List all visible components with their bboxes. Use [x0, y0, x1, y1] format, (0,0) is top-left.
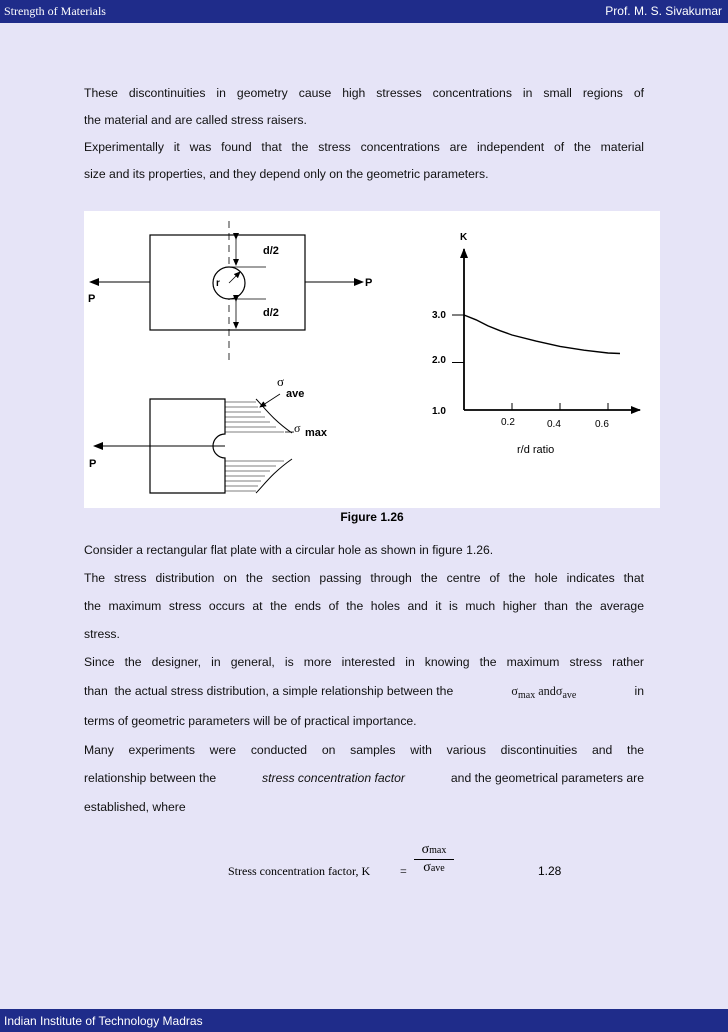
load-left-label: P	[88, 293, 96, 305]
sigma-symbol: σ	[555, 684, 563, 698]
equation-label: Stress concentration factor, K	[228, 864, 371, 878]
page-header	[0, 0, 728, 23]
paragraph-line: Experimentally it was found that the stress concentrations are independent of the material	[84, 140, 644, 154]
math-and: and	[535, 684, 556, 698]
text-segment: in	[634, 684, 644, 698]
sigma-ave-sub: ave	[286, 388, 305, 400]
figure-drawing	[84, 211, 660, 508]
y-tick-label: 1.0	[432, 406, 446, 417]
sigma-ave-leader	[260, 394, 280, 407]
author-name: Prof. M. S. Sivakumar	[605, 4, 722, 18]
text-segment: relationship between the	[84, 771, 220, 785]
text-segment: than the actual stress distribution, a simple relationship between the	[84, 684, 454, 698]
paragraph-line: These discontinuities in geometry cause high stresses concentrations in small regions of	[84, 86, 644, 100]
paragraph-line: The stress distribution on the section passing through the centre of the hole indicates that	[84, 571, 644, 585]
inline-math	[511, 683, 576, 701]
sigma-symbol: σ	[423, 860, 431, 875]
y-axis-label: K	[460, 232, 468, 243]
paragraph-line	[84, 770, 644, 787]
k-vs-rd-graph	[432, 232, 640, 456]
d2-bottom-label: d/2	[263, 307, 279, 319]
x-tick-label: 0.4	[547, 419, 561, 430]
x-tick-label: 0.6	[595, 419, 609, 430]
radius-label: r	[216, 278, 220, 289]
paragraph-line: stress.	[84, 627, 120, 641]
figure-1-26	[84, 211, 660, 508]
equation-fraction	[414, 842, 454, 876]
sigma-symbol: σ	[511, 684, 518, 698]
fraction-numerator	[414, 842, 454, 860]
math-subscript: ave	[562, 690, 577, 701]
load-right-label: P	[365, 277, 373, 289]
stress-curve-top	[256, 399, 292, 433]
math-subscript: ave	[430, 863, 445, 874]
paragraph-line: established, where	[84, 800, 186, 814]
math-subscript: max	[429, 845, 447, 856]
stress-distribution-diagram	[89, 374, 328, 493]
plate-diagram	[88, 221, 372, 363]
stress-hatching	[225, 402, 284, 491]
fraction-denominator	[414, 860, 454, 876]
paragraph-line: Many experiments were conducted on samples with various discontinuities and the	[84, 743, 644, 757]
y-tick-label: 2.0	[432, 355, 446, 366]
math-subscript: max	[517, 690, 536, 701]
sigma-ave-symbol: σ	[277, 374, 285, 389]
paragraph-line: Consider a rectangular flat plate with a circular hole as shown in figure 1.26.	[84, 543, 494, 557]
figure-caption: Figure 1.26	[340, 510, 404, 524]
paragraph-line: terms of geometric parameters will be of practical importance.	[84, 714, 417, 728]
paragraph-line: size and its properties, and they depend only on the geometric parameters.	[84, 167, 489, 181]
page-footer	[0, 1009, 728, 1032]
equation-number: 1.28	[538, 864, 562, 878]
sigma-max-symbol: σ	[294, 421, 301, 435]
paragraph-line-inline-math	[84, 683, 644, 701]
paragraph-line: the material and are called stress raisers.	[84, 113, 307, 127]
sigma-max-sub: max	[305, 427, 328, 439]
emphasis-term: stress concentration factor	[262, 771, 405, 785]
y-tick-label: 3.0	[432, 310, 446, 321]
sigma-symbol: σ	[421, 842, 430, 857]
institute-name: Indian Institute of Technology Madras	[4, 1014, 203, 1028]
text-segment: and the geometrical parameters are	[447, 771, 644, 785]
load-dist-label: P	[89, 458, 97, 470]
k-curve	[464, 315, 620, 354]
course-title: Strength of Materials	[4, 4, 106, 18]
x-tick-label: 0.2	[501, 417, 515, 428]
equals-sign: =	[400, 864, 407, 878]
d2-top-label: d/2	[263, 245, 279, 257]
paragraph-line: Since the designer, in general, is more interested in knowing the maximum stress rather	[84, 655, 644, 669]
x-axis-label: r/d ratio	[517, 444, 555, 456]
paragraph-line: the maximum stress occurs at the ends of the holes and it is much higher than the average	[84, 599, 644, 613]
